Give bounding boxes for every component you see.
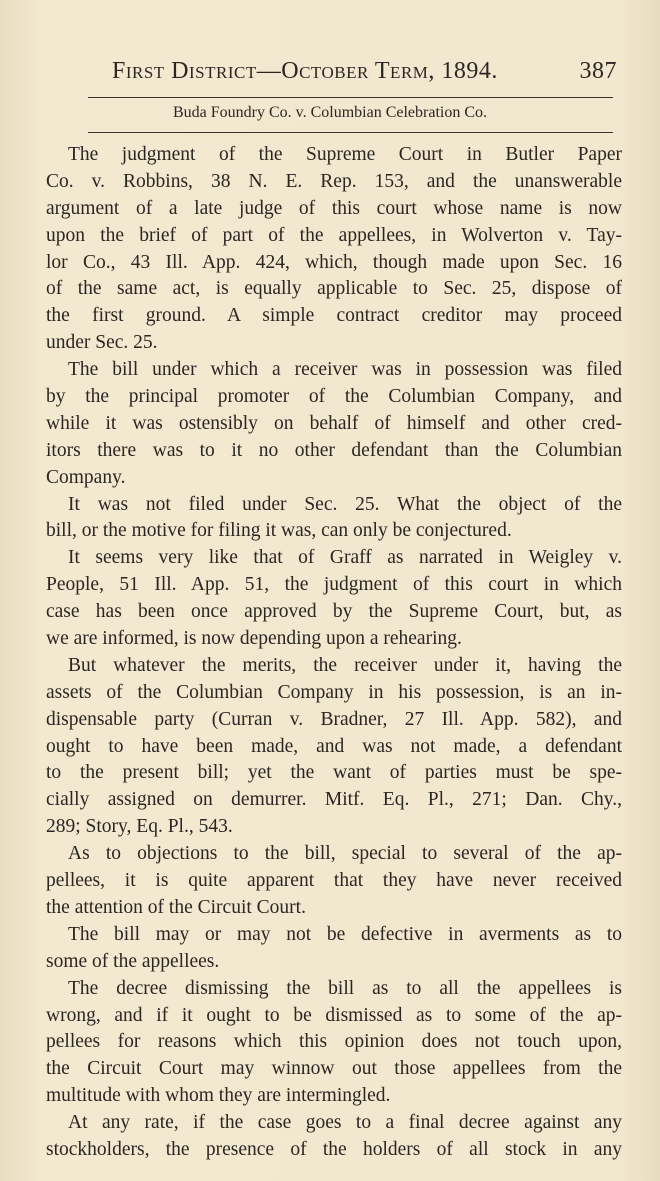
text-line: pellees, it is quite apparent that they have never received [46,870,622,892]
text-line: by the principal promoter of the Columbian Company, and [46,386,622,408]
text-line: People, 51 Ill. App. 51, the judgment of this court in which [46,574,622,596]
text-line: As to objections to the bill, special to several of the ap- [68,843,622,865]
text-line: Company. [46,466,126,488]
text-line: we are informed, is now depending upon a rehearing. [46,628,462,650]
text-line: 289; Story, Eq. Pl., 543. [46,816,233,838]
page-number: 387 [579,58,617,84]
text-line: The judgment of the Supreme Court in Butler Paper [68,144,622,165]
text-line: under Sec. 25. [46,332,158,354]
text-line: At any rate, if the case goes to a final decree against any [68,1112,622,1134]
text-line: multitude with whom they are intermingled. [46,1085,391,1107]
text-line: the first ground. A simple contract creditor may proceed [46,305,622,327]
running-head-title: First District—October Term, 1894. [112,58,498,84]
text-line: assets of the Columbian Company in his possession, is an in- [46,681,622,703]
text-line: bill, or the motive for filing it was, can only be conjectured. [46,520,512,542]
text-line: Co. v. Robbins, 38 N. E. Rep. 153, and the unanswerable [46,170,622,192]
text-line: dispensable party (Curran v. Bradner, 27 Ill. App. 582), and [46,708,622,730]
text-line: It was not filed under Sec. 25. What the object of the [68,493,622,515]
text-line: wrong, and if it ought to be dismissed as to some of the ap- [46,1004,622,1026]
text-line: The bill may or may not be defective in averments as to [68,923,622,945]
text-line: while it was ostensibly on behalf of himself and other cred- [46,412,622,434]
text-line: some of the appellees. [46,950,220,972]
text-line: pellees for reasons which this opinion does not touch upon, [46,1031,622,1053]
text-line: But whatever the merits, the receiver under it, having the [68,654,622,676]
case-caption: Buda Foundry Co. v. Columbian Celebration Co. [172,104,488,121]
opinion-text [46,142,622,1164]
text-line: the Circuit Court may winnow out those appellees from the [46,1058,622,1080]
text-line: It seems very like that of Graff as narrated in Weigley v. [68,547,622,569]
text-line: The bill under which a receiver was in possession was filed [68,359,622,381]
text-line: The decree dismissing the bill as to all the appellees is [68,977,622,999]
bottom-rule [88,132,613,133]
text-line: argument of a late judge of this court whose name is now [46,197,622,219]
text-line: upon the brief of part of the appellees, in Wolverton v. Tay- [46,224,622,246]
text-line: case has been once approved by the Supreme Court, but, as [46,601,622,623]
text-line: to the present bill; yet the want of parties must be spe- [46,762,622,784]
running-head [112,58,617,92]
text-line: cially assigned on demurrer. Mitf. Eq. Pl., 271; Dan. Chy., [46,789,622,811]
text-line: of the same act, is equally applicable to Sec. 25, dispose of [46,278,622,300]
text-line: itors there was to it no other defendant than the Columbian [46,439,622,461]
top-rule [88,97,613,98]
text-line: stockholders, the presence of the holders of all stock in any [46,1138,622,1160]
text-line: lor Co., 43 Ill. App. 424, which, though made upon Sec. 16 [46,251,622,273]
text-line: ought to have been made, and was not made, a defendant [46,735,622,757]
text-line: the attention of the Circuit Court. [46,896,306,918]
